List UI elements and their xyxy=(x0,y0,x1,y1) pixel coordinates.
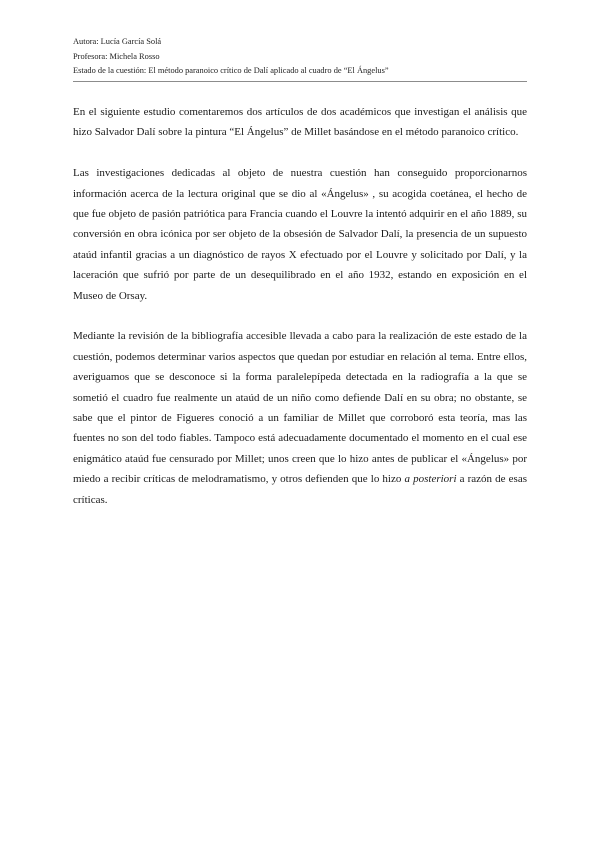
paragraph-research-summary: Las investigaciones dedicadas al objeto de nuestra cuestión han conseguido proporcionarnos información acerca de la lectura original que se dio al «Ángelus» , su acogida coetánea, el hecho de que fue objeto de pasión patriótica para Francia cuando el Louvre la intentó adquirir en el año 1889, su conversión en obra icónica por ser objeto de la obsesión de Salvador Dalí, la presencia de un supuesto ataúd infantil gracias a un diagnóstico de rayos X efectuado por el Louvre y solicitado por Dalí, y la laceración que sufrió por parte de un desequilibrado en el año 1932, estando en exposición en el Museo de Orsay. xyxy=(73,167,527,302)
paragraph-open-questions xyxy=(73,326,527,510)
document-title-line: Estado de la cuestión: El método paranoico crítico de Dalí aplicado al cuadro de “El Ángelus” xyxy=(73,66,389,76)
paragraph-introduction: En el siguiente estudio comentaremos dos artículos de dos académicos que investigan el análisis que hizo Salvador Dalí sobre la pintura “El Ángelus” de Millet basándose en el método paranoico crítico. xyxy=(73,106,527,139)
document-header xyxy=(73,35,533,79)
header-divider xyxy=(73,81,527,82)
paragraph-open-questions-text: Mediante la revisión de la bibliografía accesible llevada a cabo para la realización de este estado de la cuestión, podemos determinar varios aspectos que quedan por estudiar en relación al tema. Entre ellos, averiguamos que se desconoce si la forma paralelepípeda detectada en la radiografía a la que se sometió el cuadro fue realmente un ataúd de un niño como defiende Dalí en su obra; no obstante, se sabe que el pintor de Figueres conoció a un familiar de Millet que corroboró esta teoría, mas las fuentes no son del todo fiables. Tampoco está adecuadamente documentado el momento en el cual ese enigmático ataúd fue censurado por Millet; unos creen que lo hizo antes de publicar el «Ángelus» por miedo a recibir críticas de melodramatismo, y otros defienden que lo hizo xyxy=(73,330,527,486)
document-body xyxy=(73,102,527,530)
paragraph-open-questions-end: a razón de esas críticas. xyxy=(73,473,527,506)
professor-line: Profesora: Michela Rosso xyxy=(73,51,160,61)
author-line: Autora: Lucía García Solá xyxy=(73,37,162,46)
italic-phrase: a posteriori xyxy=(404,473,457,486)
